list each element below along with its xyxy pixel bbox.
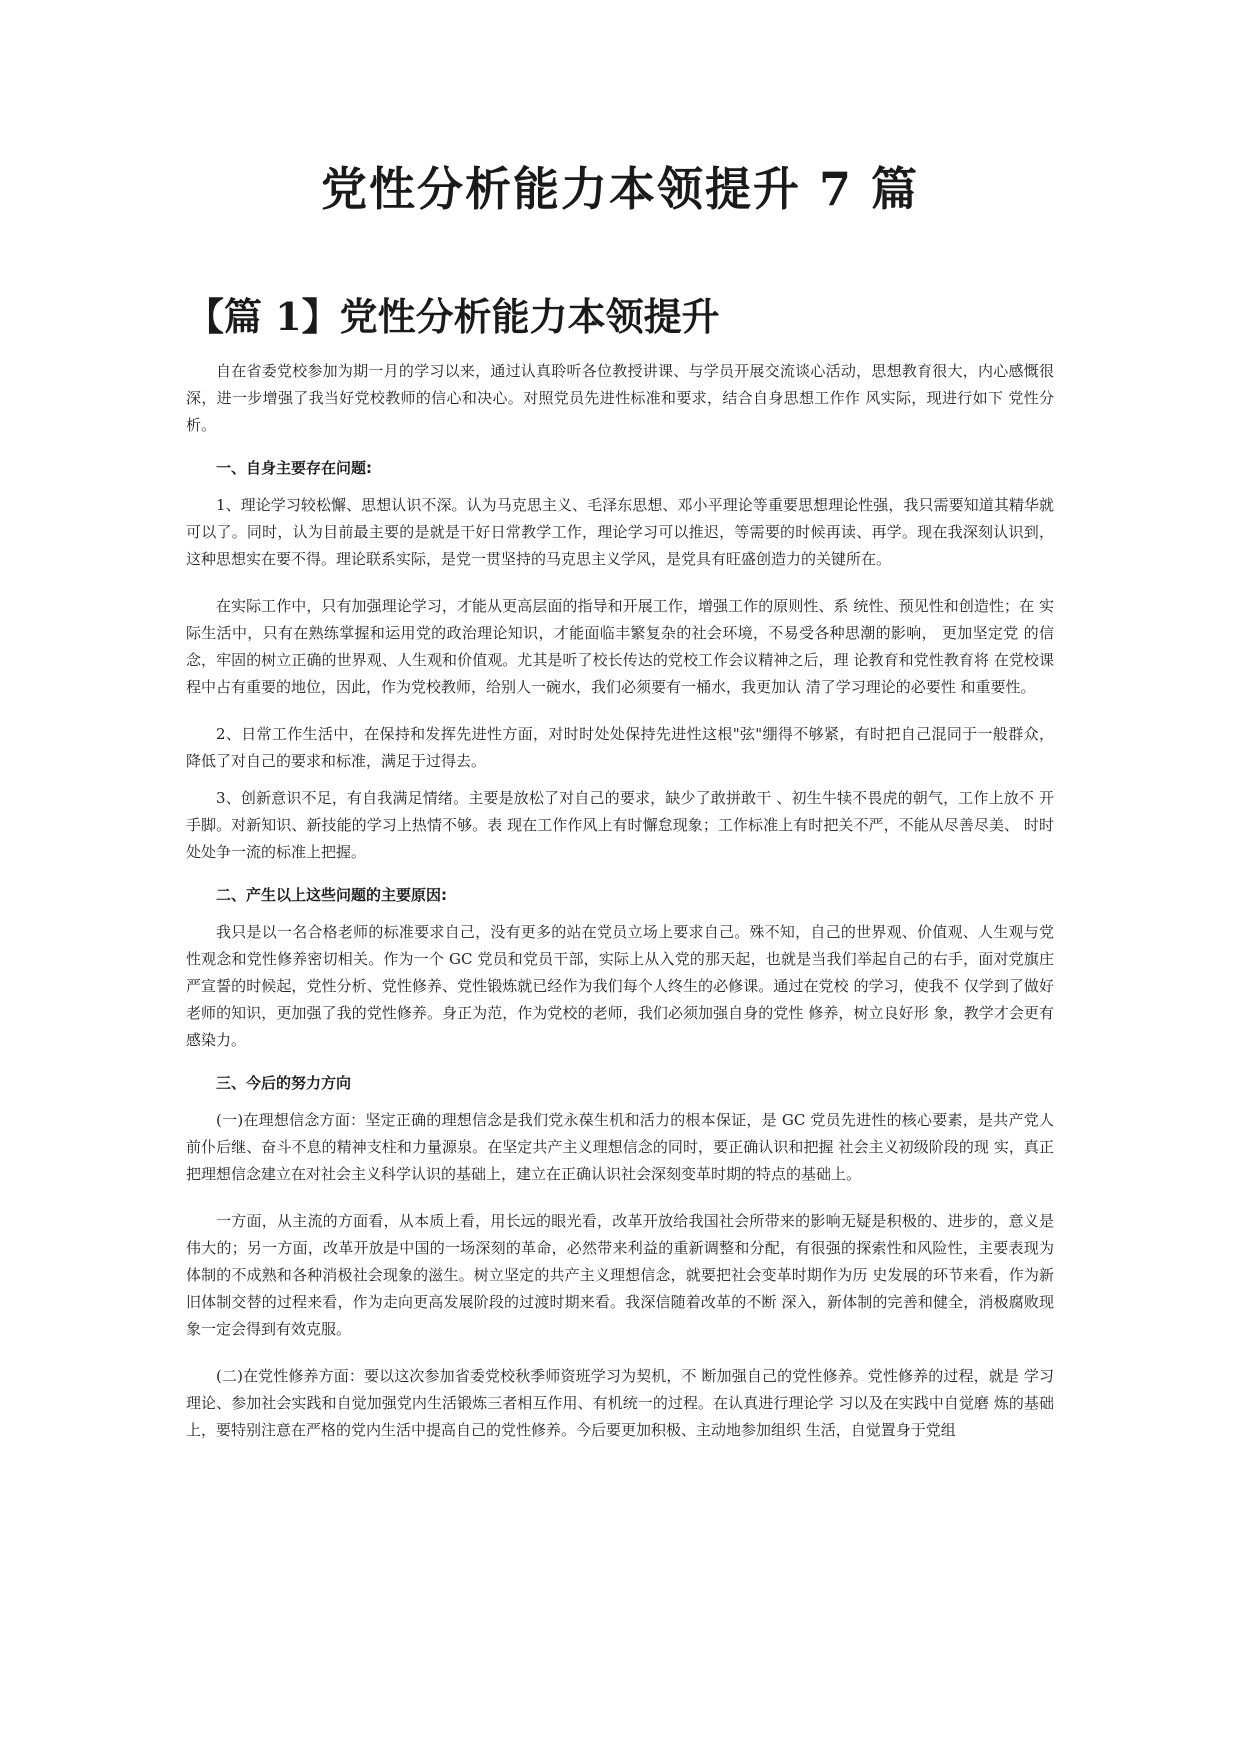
heading-direction: 三、今后的努力方向 (216, 1074, 352, 1092)
document-title: 党性分析能力本领提升 7 篇 (320, 162, 920, 216)
paragraph-problem-2: 2、日常工作生活中，在保持和发挥先进性方面，对时时处处保持先进性这根"弦"绷得不够紧，有时把自己混同于一般群众， 降低了对自己的要求和标准，满足于过得去。 (186, 725, 1054, 770)
heading-problems: 一、自身主要存在问题: (216, 459, 372, 477)
paragraph-intro: 自在省委党校参加为期一月的学习以来，通过认真聆听各位教授讲课、与学员开展交流谈心活动，思想教育很大，内心感慨很深，进一步增强了我当好党校教师的信心和决心。对照党员先进性标准和要求，结合自身思想工作作 风实际，现进行如下 党性分析。 (186, 362, 1054, 434)
paragraph-practice: 在实际工作中，只有加强理论学习，才能从更高层面的指导和开展工作，增强工作的原则性、系 统性、预见性和创造性；在 实际生活中，只有在熟练掌握和运用党的政治理论知识，才能面临丰繁复杂的社会环境，不易受各种思潮的影响， 更加坚定党 的信念，牢固的树立正确的世界观、人生观和价值观。尤其是听了校长传达的党校工作会议精神之后，理 论教育和党性教育将 在党校课程中占有重要的地位，因此，作为党校教师，给别人一碗水，我们必须要有一桶水，我更加认 清了学习理论的必要性 和重要性。 (186, 597, 1054, 696)
paragraph-causes: 我只是以一名合格老师的标准要求自己，没有更多的站在党员立场上要求自己。殊不知，自己的世界观、价值观、人生观与党性观念和党性修养密切相关。作为一个 GC 党员和党员干部，实际上从入党的那天起，也就是当我们举起自己的右手，面对党旗庄严宣誓的时候起，党性分析、党性修养、党性锻炼就已经作为我们每个人终生的必修课。通过在党校 的学习，使我不 仅学到了做好老师的知识，更加强了我的党性修养。身正为范，作为党校的老师，我们必须加强自身的党性 修养，树立良好形 象，教学才会更有感染力。 (186, 923, 1054, 1049)
paragraph-problem-1: 1、理论学习较松懈、思想认识不深。认为马克思主义、毛泽东思想、邓小平理论等重要思想理论性强，我只需要知道其精华就可以了。同时，认为目前最主要的是就是干好日常教学工作，理论学习可以推迟，等需要的时候再读、再学。现在我深刻认识到，这种思想实在要不得。理论联系实际，是党一贯坚持的马克思主义学风，是党具有旺盛创造力的关键所在。 (186, 496, 1054, 568)
document-body (186, 358, 1054, 1444)
paragraph-ideals: (一)在理想信念方面：坚定正确的理想信念是我们党永葆生机和活力的根本保证，是 GC 党员先进性的核心要素，是共产党人前仆后继、奋斗不息的精神支柱和力量源泉。在坚定共产主义理想信念的同时，要正确认识和把握 社会主义初级阶段的现 实，真正把理想信念建立在对社会主义科学认识的基础上，建立在正确认识社会深刻变革时期的特点的基础上。 (186, 1111, 1054, 1183)
section-title: 【篇 1】党性分析能力本领提升 (186, 294, 720, 339)
paragraph-problem-3: 3、创新意识不足，有自我满足情绪。主要是放松了对自己的要求，缺少了敢拼敢干 、初生牛犊不畏虎的朝气，工作上放不 开手脚。对新知识、新技能的学习上热情不够。表 现在工作作风上有时懈怠现象；工作标准上有时把关不严，不能从尽善尽美、 时时处处争一流的标准上把握。 (186, 789, 1054, 861)
paragraph-cultivation: (二)在党性修养方面：要以这次参加省委党校秋季师资班学习为契机，不 断加强自己的党性修养。党性修养的过程，就是 学习理论、参加社会实践和自觉加强党内生活锻炼三者相互作用、有机统一的过程。在认真进行理论学 习以及在实践中自觉磨 炼的基础上，要特别注意在严格的党内生活中提高自己的党性修养。今后要更加积极、主动地参加组织 生活，自觉置身于党组 (186, 1367, 1054, 1439)
heading-causes: 二、产生以上这些问题的主要原因: (216, 886, 448, 904)
paragraph-reform: 一方面，从主流的方面看，从本质上看，用长远的眼光看，改革开放给我国社会所带来的影响无疑是积极的、进步的，意义是伟大的；另一方面，改革开放是中国的一场深刻的革命，必然带来利益的重新调整和分配，有很强的探索性和风险性，主要表现为体制的不成熟和各种消极社会现象的滋生。树立坚定的共产主义理想信念，就要把社会变革时期作为历 史发展的环节来看，作为新旧体制交替的过程来看，作为走向更高发展阶段的过渡时期来看。我深信随着改革的不断 深入，新体制的完善和健全，消极腐败现象一定会得到有效克服。 (186, 1212, 1054, 1338)
